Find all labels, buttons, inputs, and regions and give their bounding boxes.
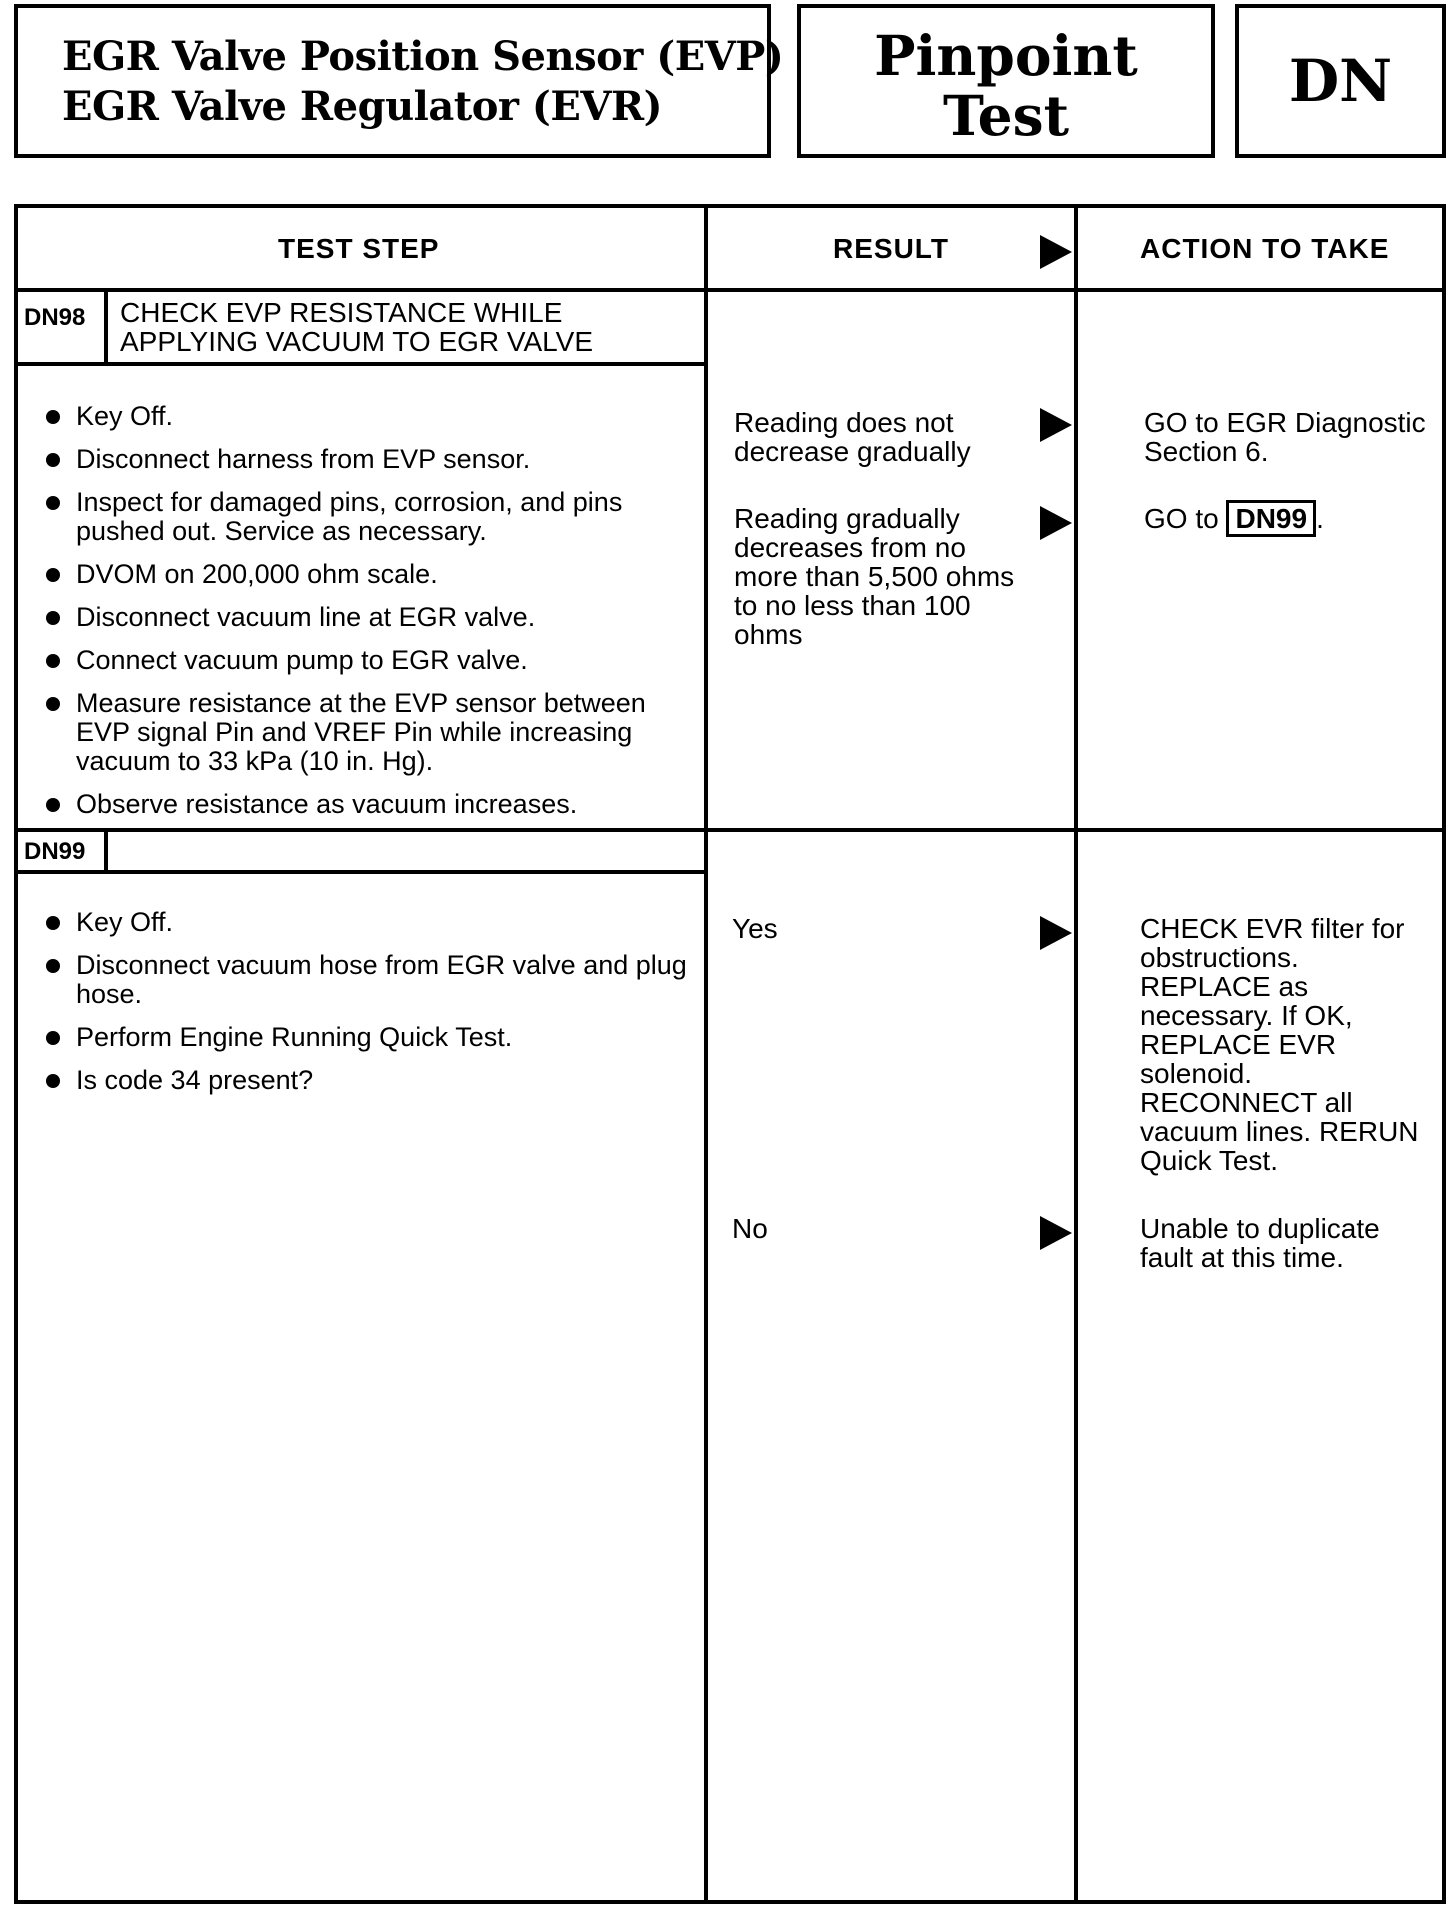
- list-item: Disconnect vacuum line at EGR valve.: [46, 603, 696, 632]
- list-item: Key Off.: [46, 908, 696, 937]
- step-title-dn98: CHECK EVP RESISTANCE WHILE APPLYING VACUUM TO EGR VALVE: [120, 297, 594, 357]
- step-id-dn99: DN99: [24, 838, 86, 865]
- list-item: Measure resistance at the EVP sensor between EVP signal Pin and VREF Pin while increasing vacuum to 33 kPa (10 in. Hg).: [46, 689, 696, 776]
- step-bullets-dn98: [46, 402, 696, 833]
- column-header-action: ACTION TO TAKE: [1140, 233, 1390, 264]
- title-box: [14, 4, 784, 158]
- column-divider: [1074, 208, 1078, 1900]
- list-item: Key Off.: [46, 402, 696, 431]
- list-item: Inspect for damaged pins, corrosion, and pins pushed out. Service as necessary.: [46, 488, 696, 546]
- list-item: Observe resistance as vacuum increases.: [46, 790, 696, 819]
- step-id-divider: [104, 288, 108, 366]
- list-item: Is code 34 present?: [46, 1066, 696, 1095]
- action-goto: [1144, 504, 1434, 533]
- column-divider: [704, 208, 708, 1900]
- list-item: Disconnect vacuum hose from EGR valve and plug hose.: [46, 951, 696, 1009]
- action-text: Unable to duplicate fault at this time.: [1140, 1213, 1380, 1273]
- test-type-box: [797, 4, 1215, 158]
- action-prefix: GO to: [1144, 503, 1219, 534]
- title-line-2: EGR Valve Regulator (EVR): [62, 83, 663, 130]
- action-text: CHECK EVR filter for obstructions. REPLACE as necessary. If OK, REPLACE EVR solenoid. RECONNECT all vacuum lines. RERUN Quick Test.: [1140, 913, 1419, 1176]
- action-suffix: .: [1316, 503, 1324, 534]
- column-header-test-step: TEST STEP: [278, 233, 440, 264]
- step-bullets-dn99: [46, 908, 696, 1109]
- action-text: GO to EGR Diagnostic Section 6.: [1144, 407, 1426, 467]
- list-item: Perform Engine Running Quick Test.: [46, 1023, 696, 1052]
- test-code-box: [1235, 4, 1446, 158]
- pinpoint-table: [14, 204, 1446, 1904]
- step-reference-link[interactable]: DN99: [1226, 500, 1316, 537]
- result-text: Reading gradually decreases from no more than 5,500 ohms to no less than 100 ohms: [734, 503, 1015, 650]
- right-triangle-arrow-icon: [1040, 235, 1072, 269]
- right-triangle-arrow-icon: [1040, 916, 1072, 950]
- step-title-underline: [18, 362, 704, 366]
- list-item: Connect vacuum pump to EGR valve.: [46, 646, 696, 675]
- column-header-result: RESULT: [833, 233, 949, 264]
- test-type-line-2: Test: [943, 83, 1069, 148]
- step-id-divider: [104, 828, 108, 874]
- result-text: No: [732, 1213, 768, 1244]
- list-item: Disconnect harness from EVP sensor.: [46, 445, 696, 474]
- list-item: DVOM on 200,000 ohm scale.: [46, 560, 696, 589]
- right-triangle-arrow-icon: [1040, 506, 1072, 540]
- step-title-underline: [18, 870, 704, 874]
- test-type-line-1: Pinpoint: [874, 23, 1138, 88]
- test-code: DN: [1288, 47, 1393, 115]
- result-text: Reading does not decrease gradually: [734, 407, 971, 467]
- header-divider: [18, 288, 1442, 292]
- step-divider: [18, 828, 1442, 832]
- right-triangle-arrow-icon: [1040, 408, 1072, 442]
- step-id-dn98: DN98: [24, 304, 86, 331]
- right-triangle-arrow-icon: [1040, 1216, 1072, 1250]
- title-line-1: EGR Valve Position Sensor (EVP): [62, 33, 784, 80]
- result-text: Yes: [732, 913, 778, 944]
